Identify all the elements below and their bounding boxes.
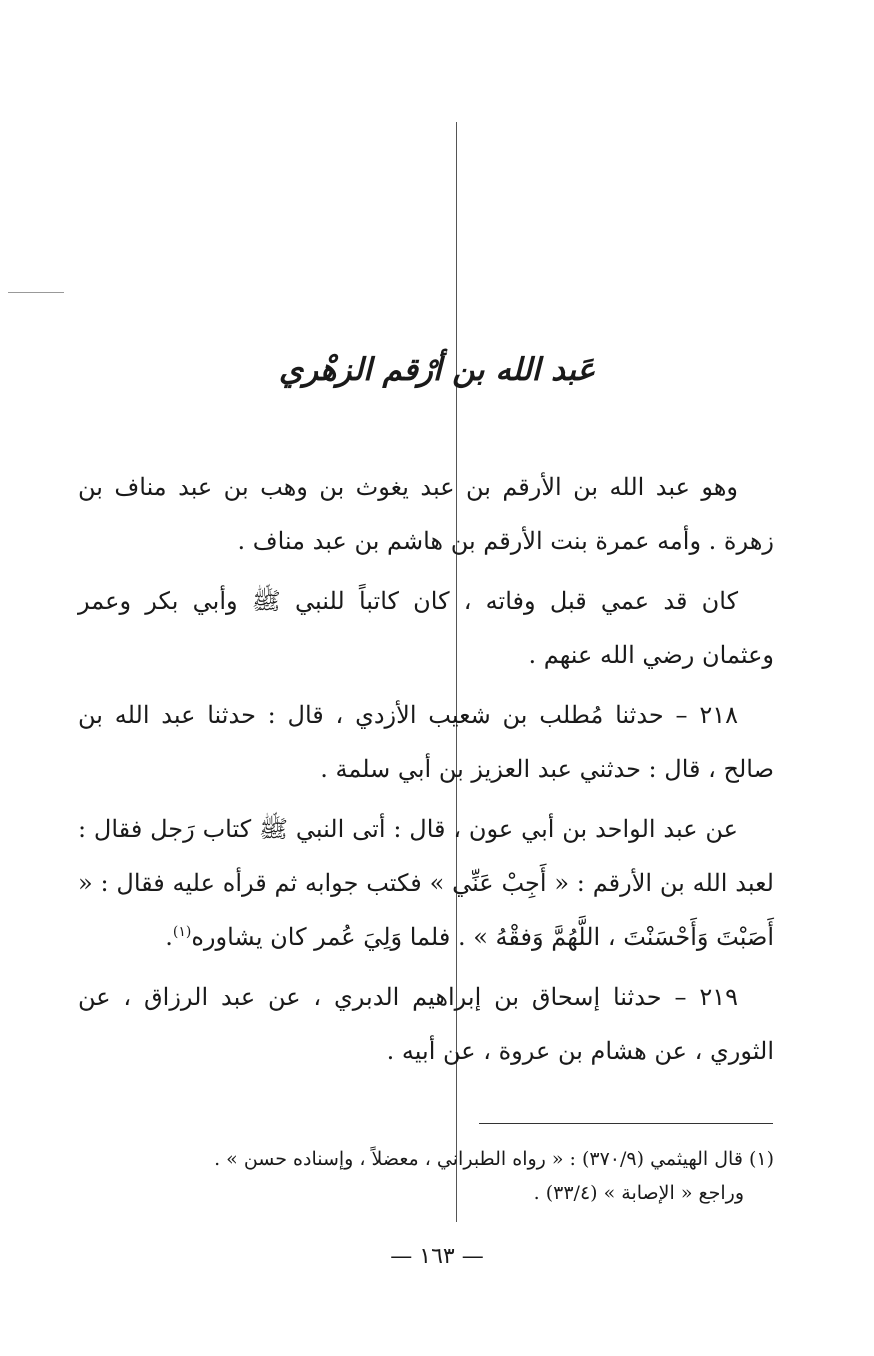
footnotes [100,1142,774,1210]
paragraph-narration-end: . [165,923,173,951]
footnote-reference[interactable]: (١) [172,924,192,940]
paragraph-biography: كان قد عمي قبل وفاته ، كان كاتباً للنبي ﷺ وأبي بكر وعمر وعثمان رضي الله عنهم . [78,587,774,669]
footnote-separator [479,1123,773,1124]
chapter-title: عَبد الله بن أرْقم الزهْري [278,352,596,388]
footnote-1-continuation: وراجع « الإصابة » (٣٣/٤) . [533,1182,744,1204]
paragraph-hadith-218: ٢١٨ – حدثنا مُطلب بن شعيب الأزدي ، قال : حدثنا عبد الله بن صالح ، قال : حدثني عبد العزيز بن أبي سلمة . [78,701,774,783]
paragraph-narration [78,802,774,964]
body-text [78,460,774,1084]
footnote-1: (١) قال الهيثمي (٣٧٠/٩) : « رواه الطبراني ، معضلاً ، وإسناده حسن » . [214,1148,774,1170]
page-number: — ١٦٣ — [390,1244,484,1269]
paragraph-narration-text: عن عبد الواحد بن أبي عون ، قال : أتى النبي ﷺ كتاب رَجل فقال : لعبد الله بن الأرقم : « أَجِبْ عَنِّي » فكتب جوابه ثم قرأه عليه فقال : « أَصَبْتَ وَأَحْسَنْتَ ، اللَّهُمَّ وَفقْهُ » . فلما وَلِيَ عُمر كان يشاوره [78,815,774,951]
paragraph-intro: وهو عبد الله بن الأرقم بن عبد يغوث بن وهب بن عبد مناف بن زهرة . وأمه عمرة بنت الأرقم بن هاشم بن عبد مناف . [78,473,774,555]
scan-artifact-horizontal-line [8,292,64,293]
paragraph-hadith-219: ٢١٩ – حدثنا إسحاق بن إبراهيم الدبري ، عن عبد الرزاق ، عن الثوري ، عن هشام بن عروة ، عن أبيه . [78,983,774,1065]
